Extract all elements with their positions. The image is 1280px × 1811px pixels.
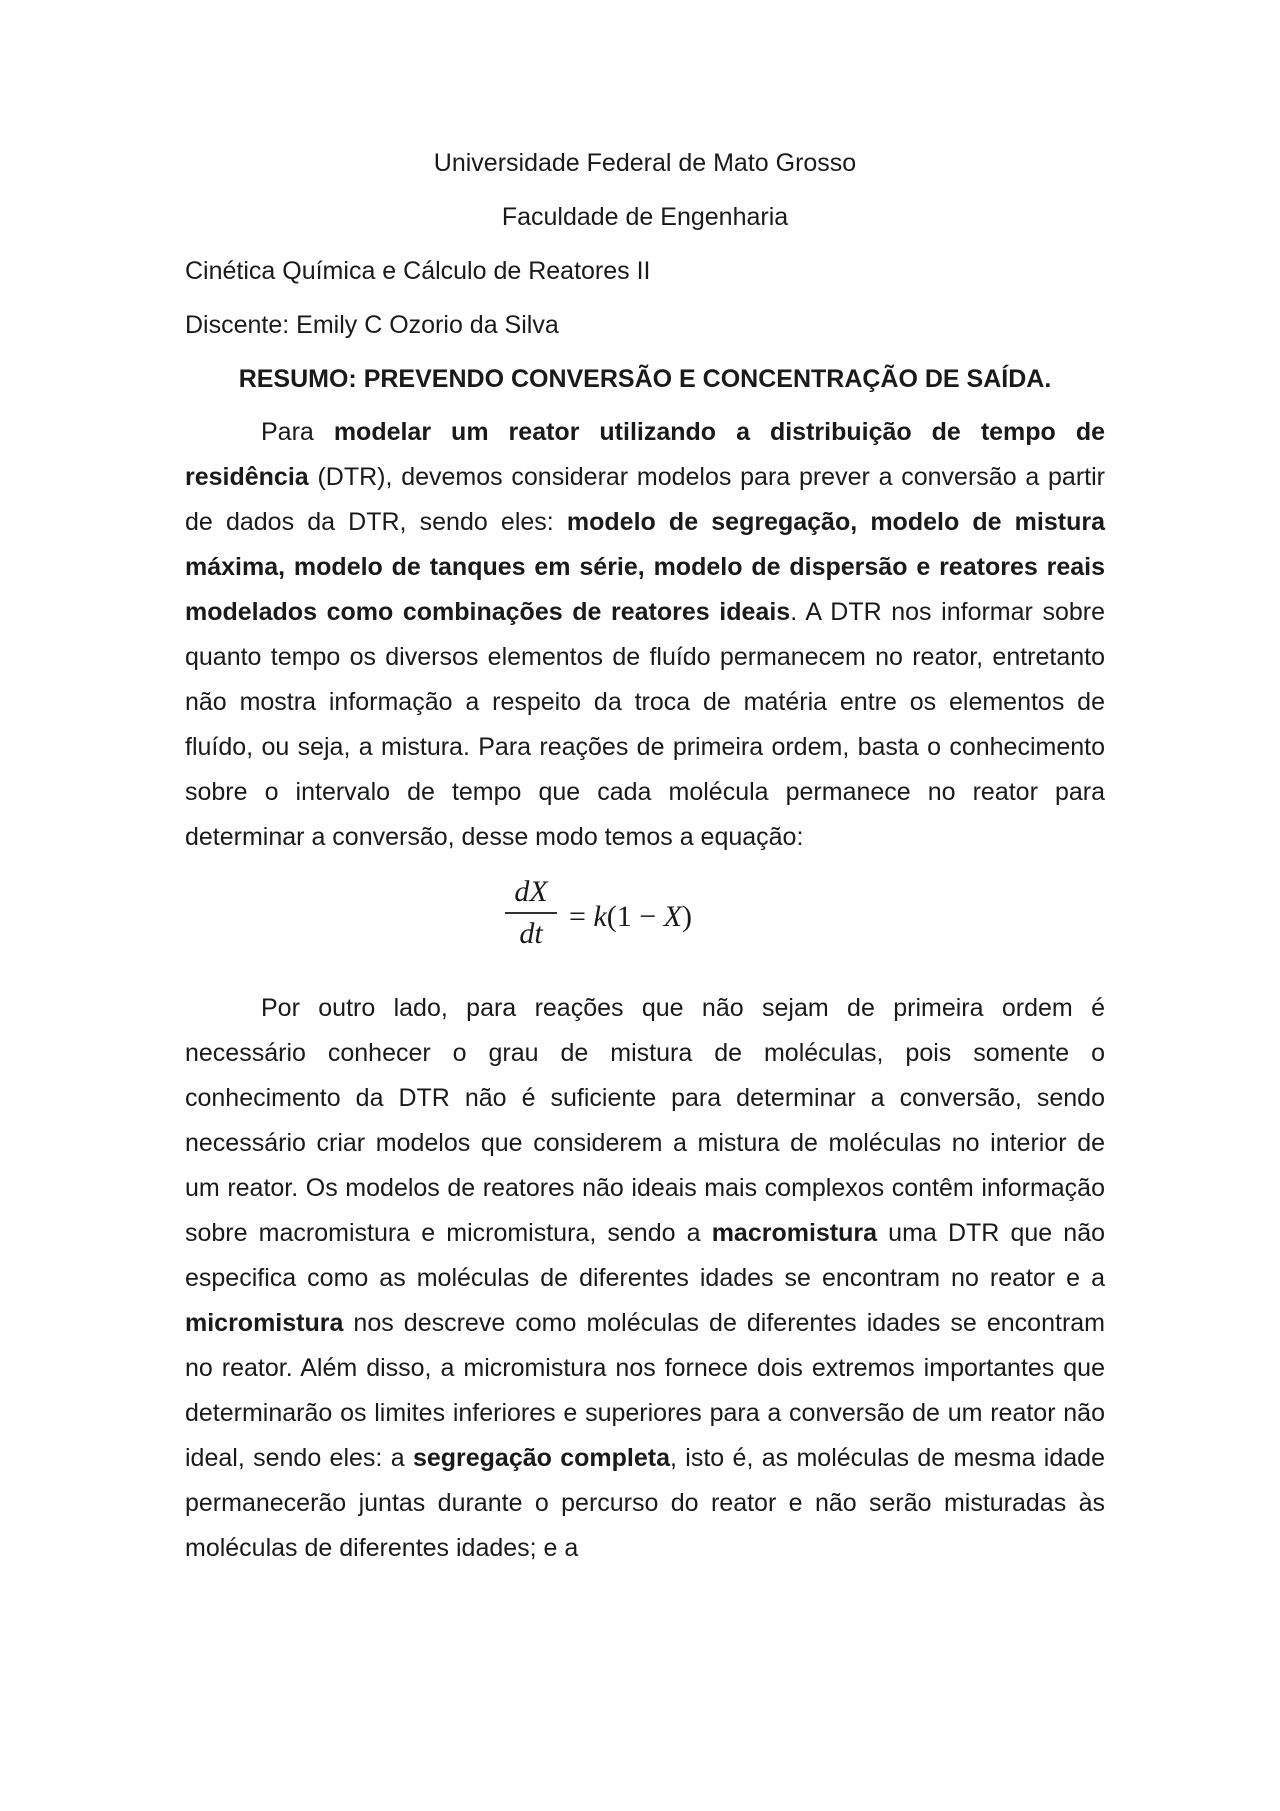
- p1-text-2: (DTR), devemos considerar modelos para prever a conversão a partir de dados da DTR, sendo eles:: [185, 463, 1105, 536]
- p1-text-3: . A DTR nos informar sobre quanto tempo os diversos elementos de fluído permanecem no reator, entretanto não mostra informação a respeito da troca de matéria entre os elementos de fluído, ou seja, a mistura. Para reações de primeira ordem, basta o conhecimento sobre o intervalo de tempo que cada molécula permanece no reator para determinar a conversão, desse modo temos a equação:: [185, 598, 1105, 851]
- university-name: Universidade Federal de Mato Grosso: [433, 149, 857, 177]
- document-title: RESUMO: PREVENDO CONVERSÃO E CONCENTRAÇÃO DE SAÍDA.: [238, 365, 1052, 393]
- p2-text-1: Por outro lado, para reações que não sejam de primeira ordem é necessário conhecer o grau de mistura de moléculas, pois somente o conhecimento da DTR não é suficiente para determinar a conversão, sendo necessário criar modelos que considerem a mistura de moléculas no interior de um reator. Os modelos de reatores não ideais mais complexos contêm informação sobre macromistura e micromistura, sendo a: [185, 994, 1105, 1247]
- equation-numerator: dX: [514, 875, 548, 908]
- p1-bold-2: modelo de segregação, modelo de mistura máxima, modelo de tanques em série, modelo de dispersão e reatores reais modelados como combinações de reatores ideais: [185, 508, 1105, 626]
- equation-fraction: [505, 874, 557, 952]
- fraction-bar: [505, 912, 557, 914]
- student-name: Discente: Emily C Ozorio da Silva: [185, 311, 559, 339]
- p2-text-2: uma DTR que não especifica como as moléculas de diferentes idades se encontram no reator e a: [185, 1219, 1106, 1292]
- paragraph-mixing: [185, 986, 1105, 1571]
- p1-bold-1: modelar um reator utilizando a distribuição de tempo de residência: [185, 418, 1105, 491]
- p2-bold-macromistura: macromistura: [711, 1219, 878, 1247]
- p2-text-3: nos descreve como moléculas de diferentes idades se encontram no reator. Além disso, a micromistura nos fornece dois extremos importantes que determinarão os limites inferiores e superiores para a conversão de um reator não ideal, sendo eles: a: [185, 1309, 1105, 1472]
- equation-right-side: [569, 900, 692, 934]
- equation-close: ): [682, 900, 692, 933]
- paragraph-intro: [185, 410, 1105, 860]
- p2-bold-micromistura: micromistura: [185, 1309, 344, 1337]
- course-name: Cinética Química e Cálculo de Reatores II: [185, 257, 651, 285]
- conversion-variable: X: [663, 900, 682, 933]
- equals-sign: =: [569, 900, 586, 933]
- rate-equation: [185, 860, 1105, 980]
- faculty-name: Faculdade de Engenharia: [501, 203, 789, 231]
- p1-text-1: Para: [261, 418, 334, 446]
- rate-constant: k: [593, 900, 607, 933]
- equation-open: (1 −: [606, 900, 664, 933]
- p2-text-4: , isto é, as moléculas de mesma idade permanecerão juntas durante o percurso do reator e não serão misturadas às moléculas de diferentes idades; e a: [185, 1444, 1105, 1562]
- p2-bold-segregacao: segregação completa: [412, 1444, 671, 1472]
- equation-denominator: dt: [519, 917, 543, 950]
- document-page: [185, 148, 1105, 1571]
